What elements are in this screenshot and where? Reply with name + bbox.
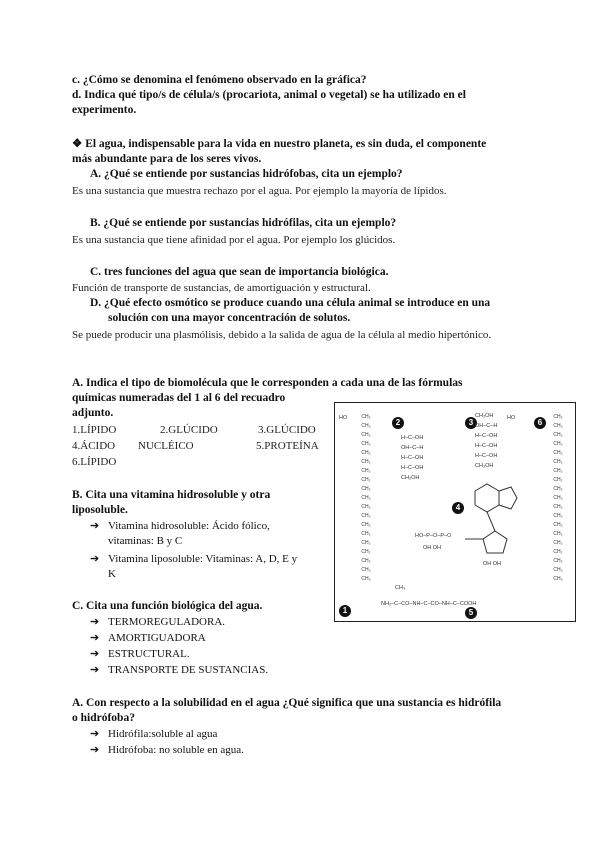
mol4-phosphate: HO–P–O–P–O [415, 533, 452, 539]
vitamin-item-lipo-cont: K [108, 568, 116, 580]
bio-question-line1: A. Indica el tipo de biomolécula que le corresponden a cada una de las fórmulas [72, 377, 463, 389]
question-c: c. ¿Cómo se denomina el fenómeno observado en la gráfica? [72, 74, 367, 86]
diamond-bullet-icon: ❖ [72, 138, 83, 150]
bio-answer-3: 3.GLÚCIDO [258, 424, 316, 436]
function-item-4: ➔ TRANSPORTE DE SUSTANCIAS. [90, 664, 269, 676]
bio-answer-2: 2.GLÚCIDO [160, 424, 218, 436]
function-item-2: ➔ AMORTIGUADORA [90, 632, 206, 644]
mol1-head: HO [339, 415, 348, 421]
arrow-icon: ➔ [90, 553, 100, 565]
bio-answer-4b: NUCLÉICO [138, 440, 194, 452]
mol4-sugar-oh: OH OH [483, 561, 502, 567]
water-intro-line1: ❖ El agua, indispensable para la vida en nuestro planeta, es sin duda, el componente [72, 138, 487, 150]
bio-answer-4: 4.ÁCIDO [72, 440, 116, 452]
arrow-icon: ➔ [90, 648, 100, 660]
answer-B: Es una sustancia que tiene afinidad por el agua. Por ejemplo los glúcidos. [72, 234, 396, 246]
question-C: C. tres funciones del agua que sean de importancia biológica. [90, 266, 389, 278]
badge-4: 4 [452, 502, 464, 514]
arrow-icon: ➔ [90, 632, 100, 644]
vitamin-item-hydro: ➔ Vitamina hidrosoluble: Ácido fólico, [90, 520, 270, 532]
function-item-3: ➔ ESTRUCTURAL. [90, 648, 190, 660]
mol4-nucleotide-drawing [405, 479, 535, 574]
mol5-sidechain: CH₃ [395, 585, 406, 591]
mol1-chain: CH₂ CH₂ CH₂ CH₂ CH₂ CH₂ CH₂ CH₂ CH₂ CH₂ CH₂ CH₂ CH₂ CH₂ CH₂ CH₂ CH₂ CH₂ CH₃ [361, 414, 371, 582]
answer-A: Es una sustancia que muestra rechazo por el agua. Por ejemplo la mayoría de lípidos. [72, 185, 447, 197]
question-D-line1: D. ¿Qué efecto osmótico se produce cuando una célula animal se introduce en una [90, 297, 491, 309]
mol5-peptide: NH₂–C–CO–NH–C–CO–NH–C–COOH [381, 601, 477, 607]
mol6-chain: CH₂ CH₂ CH₂ CH₂ CH₂ CH₂ CH₂ CH₂ CH₂ CH₂ CH₂ CH₂ CH₂ CH₂ CH₂ CH₂ CH₂ CH₂ CH₃ [553, 414, 563, 582]
function-item-1: ➔ TERMOREGULADORA. [90, 616, 226, 628]
arrow-icon: ➔ [90, 744, 100, 756]
arrow-icon: ➔ [90, 728, 100, 740]
badge-3: 3 [465, 417, 477, 429]
question-D-line2: solución con una mayor concentración de solutos. [108, 312, 351, 324]
mol3: CH₂OH OH–C–H H–C–OH H–C–OH H–C–OH CH₂OH [475, 413, 498, 469]
arrow-icon: ➔ [90, 616, 100, 628]
mol6-head: HO [507, 415, 516, 421]
vitamin-item-lipo: ➔ Vitamina liposoluble: Vitaminas: A, D, E y [90, 553, 298, 565]
arrow-icon: ➔ [90, 520, 100, 532]
solubility-question-line2: o hidrófoba? [72, 712, 135, 724]
bio-answer-5: 5.PROTEÍNA [256, 440, 319, 452]
water-intro-line2: más abundante para de los seres vivos. [72, 153, 262, 165]
mol2: H–C–OH OH–C–H H–C–OH H–C–OH CH₂OH [401, 435, 424, 481]
function-question: C. Cita una función biológica del agua. [72, 600, 263, 612]
vitamin-item-hydro-cont: vitaminas: B y C [108, 535, 183, 547]
solubility-item-2: ➔ Hidrófoba: no soluble en agua. [90, 744, 244, 756]
vitamin-question-line2: liposoluble. [72, 504, 128, 516]
vitamin-question-line1: B. Cita una vitamina hidrosoluble y otra [72, 489, 271, 501]
solubility-question-line1: A. Con respecto a la solubilidad en el agua ¿Qué significa que una sustancia es hidrófila [72, 697, 502, 709]
biomolecule-figure [334, 402, 576, 622]
bio-question-line2: químicas numeradas del 1 al 6 del recuadro [72, 392, 286, 404]
badge-1: 1 [339, 605, 351, 617]
answer-C: Función de transporte de sustancias, de amortiguación y estructural. [72, 282, 371, 294]
bio-question-line3: adjunto. [72, 407, 114, 419]
solubility-item-1: ➔ Hidrófila:soluble al agua [90, 728, 218, 740]
mol4-oh: OH OH [423, 545, 442, 551]
badge-2: 2 [392, 417, 404, 429]
question-d-line1: d. Indica qué tipo/s de célula/s (procariota, animal o vegetal) se ha utilizado en el [72, 89, 466, 101]
question-B: B. ¿Qué se entiende por sustancias hidrófilas, cita un ejemplo? [90, 217, 397, 229]
badge-6: 6 [534, 417, 546, 429]
badge-5: 5 [465, 607, 477, 619]
answer-D: Se puede producir una plasmólisis, debido a la salida de agua de la célula al medio hipertónico. [72, 329, 492, 341]
question-A: A. ¿Qué se entiende por sustancias hidrófobas, cita un ejemplo? [90, 168, 403, 180]
arrow-icon: ➔ [90, 664, 100, 676]
question-d-line2: experimento. [72, 104, 137, 116]
bio-answer-6: 6.LÍPIDO [72, 456, 117, 468]
bio-answer-1: 1.LÍPIDO [72, 424, 117, 436]
